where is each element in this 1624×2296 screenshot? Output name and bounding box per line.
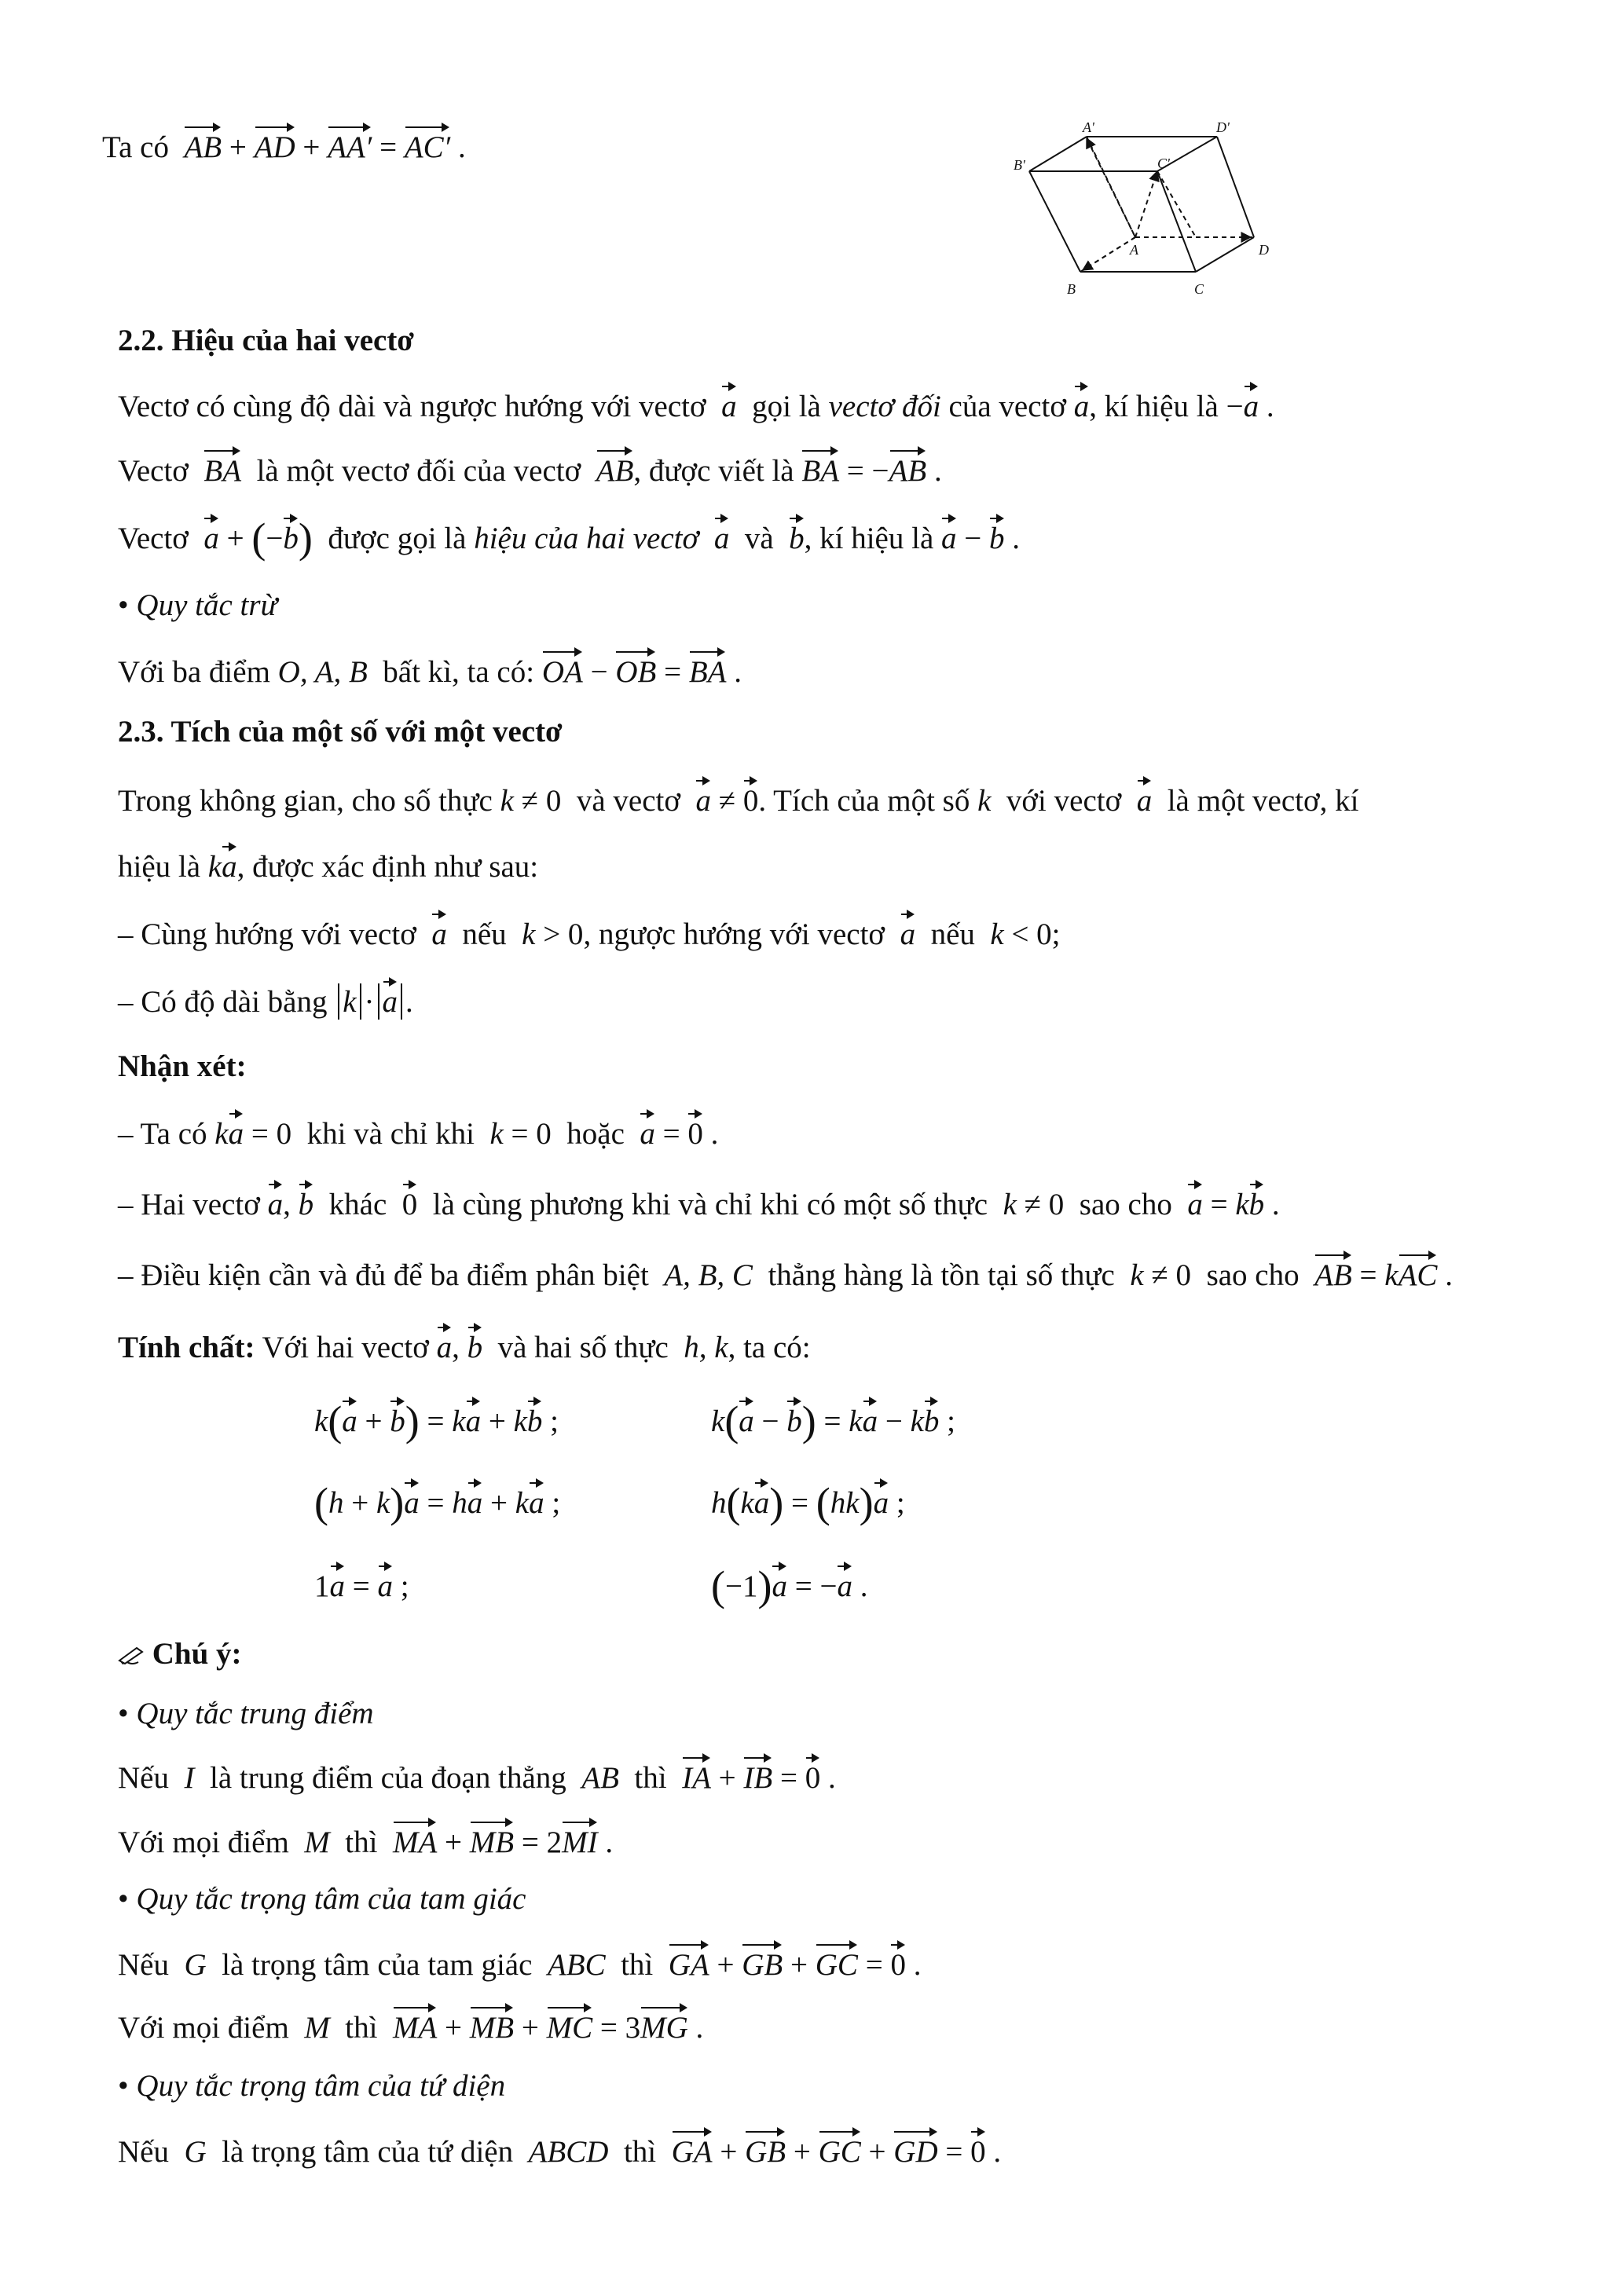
- rule-centroid-tetrahedron: • Quy tắc trọng tâm của tứ diện: [118, 2069, 506, 2103]
- text: nếu: [462, 917, 507, 951]
- property-1: k(a + b) = ka + kb ;: [314, 1397, 559, 1445]
- note-heading: [118, 1634, 242, 1675]
- text: , được xác định như sau:: [236, 850, 539, 884]
- text: và hai số thực: [497, 1331, 669, 1364]
- text: thì: [345, 2011, 378, 2045]
- intro-line: [102, 124, 466, 168]
- text: , kí hiệu là: [804, 522, 934, 555]
- text: – Cùng hướng với vectơ: [118, 917, 416, 951]
- text: Nếu: [118, 2135, 169, 2169]
- text: là cùng phương khi và chỉ khi có một số thực: [432, 1188, 988, 1221]
- text: thì: [634, 1761, 667, 1795]
- text: – Điều kiện cần và đủ để ba điểm phân biệt: [118, 1258, 649, 1292]
- label-C: C: [1194, 281, 1204, 297]
- rule-midpoint: • Quy tắc trung điểm: [118, 1697, 374, 1730]
- label-C-prime: C': [1157, 156, 1170, 171]
- s22-line4: Với ba điểm O, A, B bất kì, ta có: OA − OB = BA .: [118, 649, 742, 693]
- text: Nếu: [118, 1948, 169, 1982]
- text: hiệu là: [118, 850, 201, 884]
- rule-subtraction: • Quy tắc trừ: [118, 588, 277, 622]
- text: được gọi là: [328, 522, 467, 555]
- text: là trung điểm của đoạn thẳng: [209, 1761, 566, 1795]
- text: gọi là: [752, 390, 821, 423]
- text: , ta có:: [728, 1331, 811, 1364]
- formula: AB + AD + AA′ = AC′ .: [177, 130, 466, 164]
- parallelepiped-figure: [1014, 119, 1281, 300]
- note-title: Chú ý:: [152, 1637, 242, 1671]
- rule-centroid-triangle: • Quy tắc trọng tâm của tam giác: [118, 1882, 526, 1916]
- text: Vectơ: [118, 454, 189, 488]
- note-line4: Với mọi điểm M thì MA + MB + MC = 3MG .: [118, 2005, 703, 2049]
- rule-title: Quy tắc trọng tâm của tam giác: [136, 1882, 526, 1916]
- s23-line2: hiệu là ka, được xác định như sau:: [118, 844, 538, 888]
- term-vecto-doi: vectơ đối: [828, 390, 941, 423]
- intro-text: Ta có: [102, 130, 169, 164]
- rule-title: Quy tắc trừ: [136, 588, 277, 622]
- text: là trọng tâm của tứ diện: [222, 2135, 514, 2169]
- text: thì: [621, 1948, 654, 1982]
- text: Với hai vectơ: [262, 1331, 429, 1364]
- label-D: D: [1259, 242, 1269, 258]
- text: với vectơ: [1006, 784, 1122, 818]
- text: khác: [328, 1188, 387, 1221]
- text: là trọng tâm của tam giác: [222, 1948, 533, 1982]
- note-line2: Với mọi điểm M thì MA + MB = 2MI .: [118, 1819, 613, 1863]
- label-A-prime: A': [1083, 119, 1094, 135]
- text: sao cho: [1206, 1258, 1300, 1292]
- remark-2: – Hai vectơ a, b khác 0 là cùng phương khi và chỉ khi có một số thực k ≠ 0 sao cho a = kb .: [118, 1181, 1280, 1225]
- text: Với mọi điểm: [118, 2011, 289, 2045]
- s23-line1: Trong không gian, cho số thực k ≠ 0 và vectơ a ≠ 0. Tích của một số k với vectơ a là một vectơ, kí: [118, 778, 1358, 822]
- text: và vectơ: [576, 784, 680, 818]
- text: sao cho: [1079, 1188, 1172, 1221]
- remark-3: – Điều kiện cần và đủ để ba điểm phân biệt A, B, C thẳng hàng là tồn tại số thực k ≠ 0 sao cho AB = kAC .: [118, 1252, 1453, 1296]
- text: Nếu: [118, 1761, 169, 1795]
- text: là một vectơ đối của vectơ: [256, 454, 581, 488]
- text: – Ta có: [118, 1117, 207, 1151]
- text: thì: [345, 1825, 378, 1859]
- s22-line2: Vectơ BA là một vectơ đối của vectơ AB, được viết là BA = −AB .: [118, 448, 942, 492]
- properties-label: Tính chất:: [118, 1331, 255, 1364]
- label-A: A: [1130, 242, 1138, 258]
- text: , được viết là: [633, 454, 794, 488]
- properties-intro: Tính chất: Với hai vectơ a, b và hai số thực h, k, ta có:: [118, 1324, 811, 1368]
- text: Vectơ có cùng độ dài và ngược hướng với vectơ: [118, 390, 706, 423]
- label-D-prime: D': [1216, 119, 1230, 135]
- s22-line1: Vectơ có cùng độ dài và ngược hướng với vectơ a gọi là vectơ đối của vectơ a, kí hiệu là −a .: [118, 383, 1274, 427]
- note-line3: Nếu G là trọng tâm của tam giác ABC thì GA + GB + GC = 0 .: [118, 1942, 921, 1986]
- text: thì: [623, 2135, 657, 2169]
- text: Trong không gian, cho số thực: [118, 784, 493, 818]
- text: – Hai vectơ: [118, 1188, 260, 1221]
- remark-1: – Ta có ka = 0 khi và chỉ khi k = 0 hoặc a = 0 .: [118, 1111, 718, 1155]
- s23-line4: – Có độ dài bằng k · a .: [118, 979, 413, 1023]
- text: bất kì, ta có:: [383, 655, 535, 689]
- text: khi và chỉ khi: [306, 1117, 475, 1151]
- text: Vectơ: [118, 522, 189, 555]
- note-line1: Nếu I là trung điểm của đoạn thẳng AB thì IA + IB = 0 .: [118, 1755, 836, 1799]
- text: của vectơ: [948, 390, 1066, 423]
- text: và: [744, 522, 774, 555]
- property-4: h(ka) = (hk)a ;: [711, 1479, 905, 1526]
- text: thẳng hàng là tồn tại số thực: [768, 1258, 1115, 1292]
- text: Với ba điểm: [118, 655, 270, 689]
- remarks-heading: Nhận xét:: [118, 1049, 247, 1083]
- text: nếu: [930, 917, 975, 951]
- property-6: (−1)a = −a .: [711, 1562, 868, 1609]
- s23-line3: – Cùng hướng với vectơ a nếu k > 0, ngược hướng với vectơ a nếu k < 0;: [118, 911, 1061, 955]
- heading-2-2: 2.2. Hiệu của hai vectơ: [118, 324, 414, 357]
- rule-title: Quy tắc trung điểm: [136, 1697, 374, 1730]
- term-hieu: hiệu của hai vectơ: [474, 522, 699, 555]
- label-B-prime: B': [1014, 157, 1025, 173]
- note-line5: Nếu G là trọng tâm của tứ diện ABCD thì GA + GB + GC + GD = 0 .: [118, 2129, 1001, 2173]
- property-2: k(a − b) = ka − kb ;: [711, 1397, 955, 1445]
- heading-2-3: 2.3. Tích của một số với một vectơ: [118, 715, 563, 749]
- pencil-hand-icon: [118, 1645, 145, 1665]
- text: là một vectơ, kí: [1167, 784, 1359, 818]
- text: Với mọi điểm: [118, 1825, 289, 1859]
- label-B: B: [1067, 281, 1076, 297]
- text: – Có độ dài bằng: [118, 985, 328, 1019]
- rule-title: Quy tắc trọng tâm của tứ diện: [136, 2069, 506, 2103]
- text: . Tích của một số: [758, 784, 970, 818]
- property-5: 1a = a ;: [314, 1563, 409, 1607]
- property-3: (h + k)a = ha + ka ;: [314, 1479, 561, 1526]
- text: , ngược hướng với vectơ: [583, 917, 885, 951]
- text: hoặc: [566, 1117, 625, 1151]
- s22-line3: Vectơ a + (−b) được gọi là hiệu của hai vectơ a và b, kí hiệu là a − b .: [118, 514, 1021, 562]
- text: , kí hiệu là: [1089, 390, 1219, 423]
